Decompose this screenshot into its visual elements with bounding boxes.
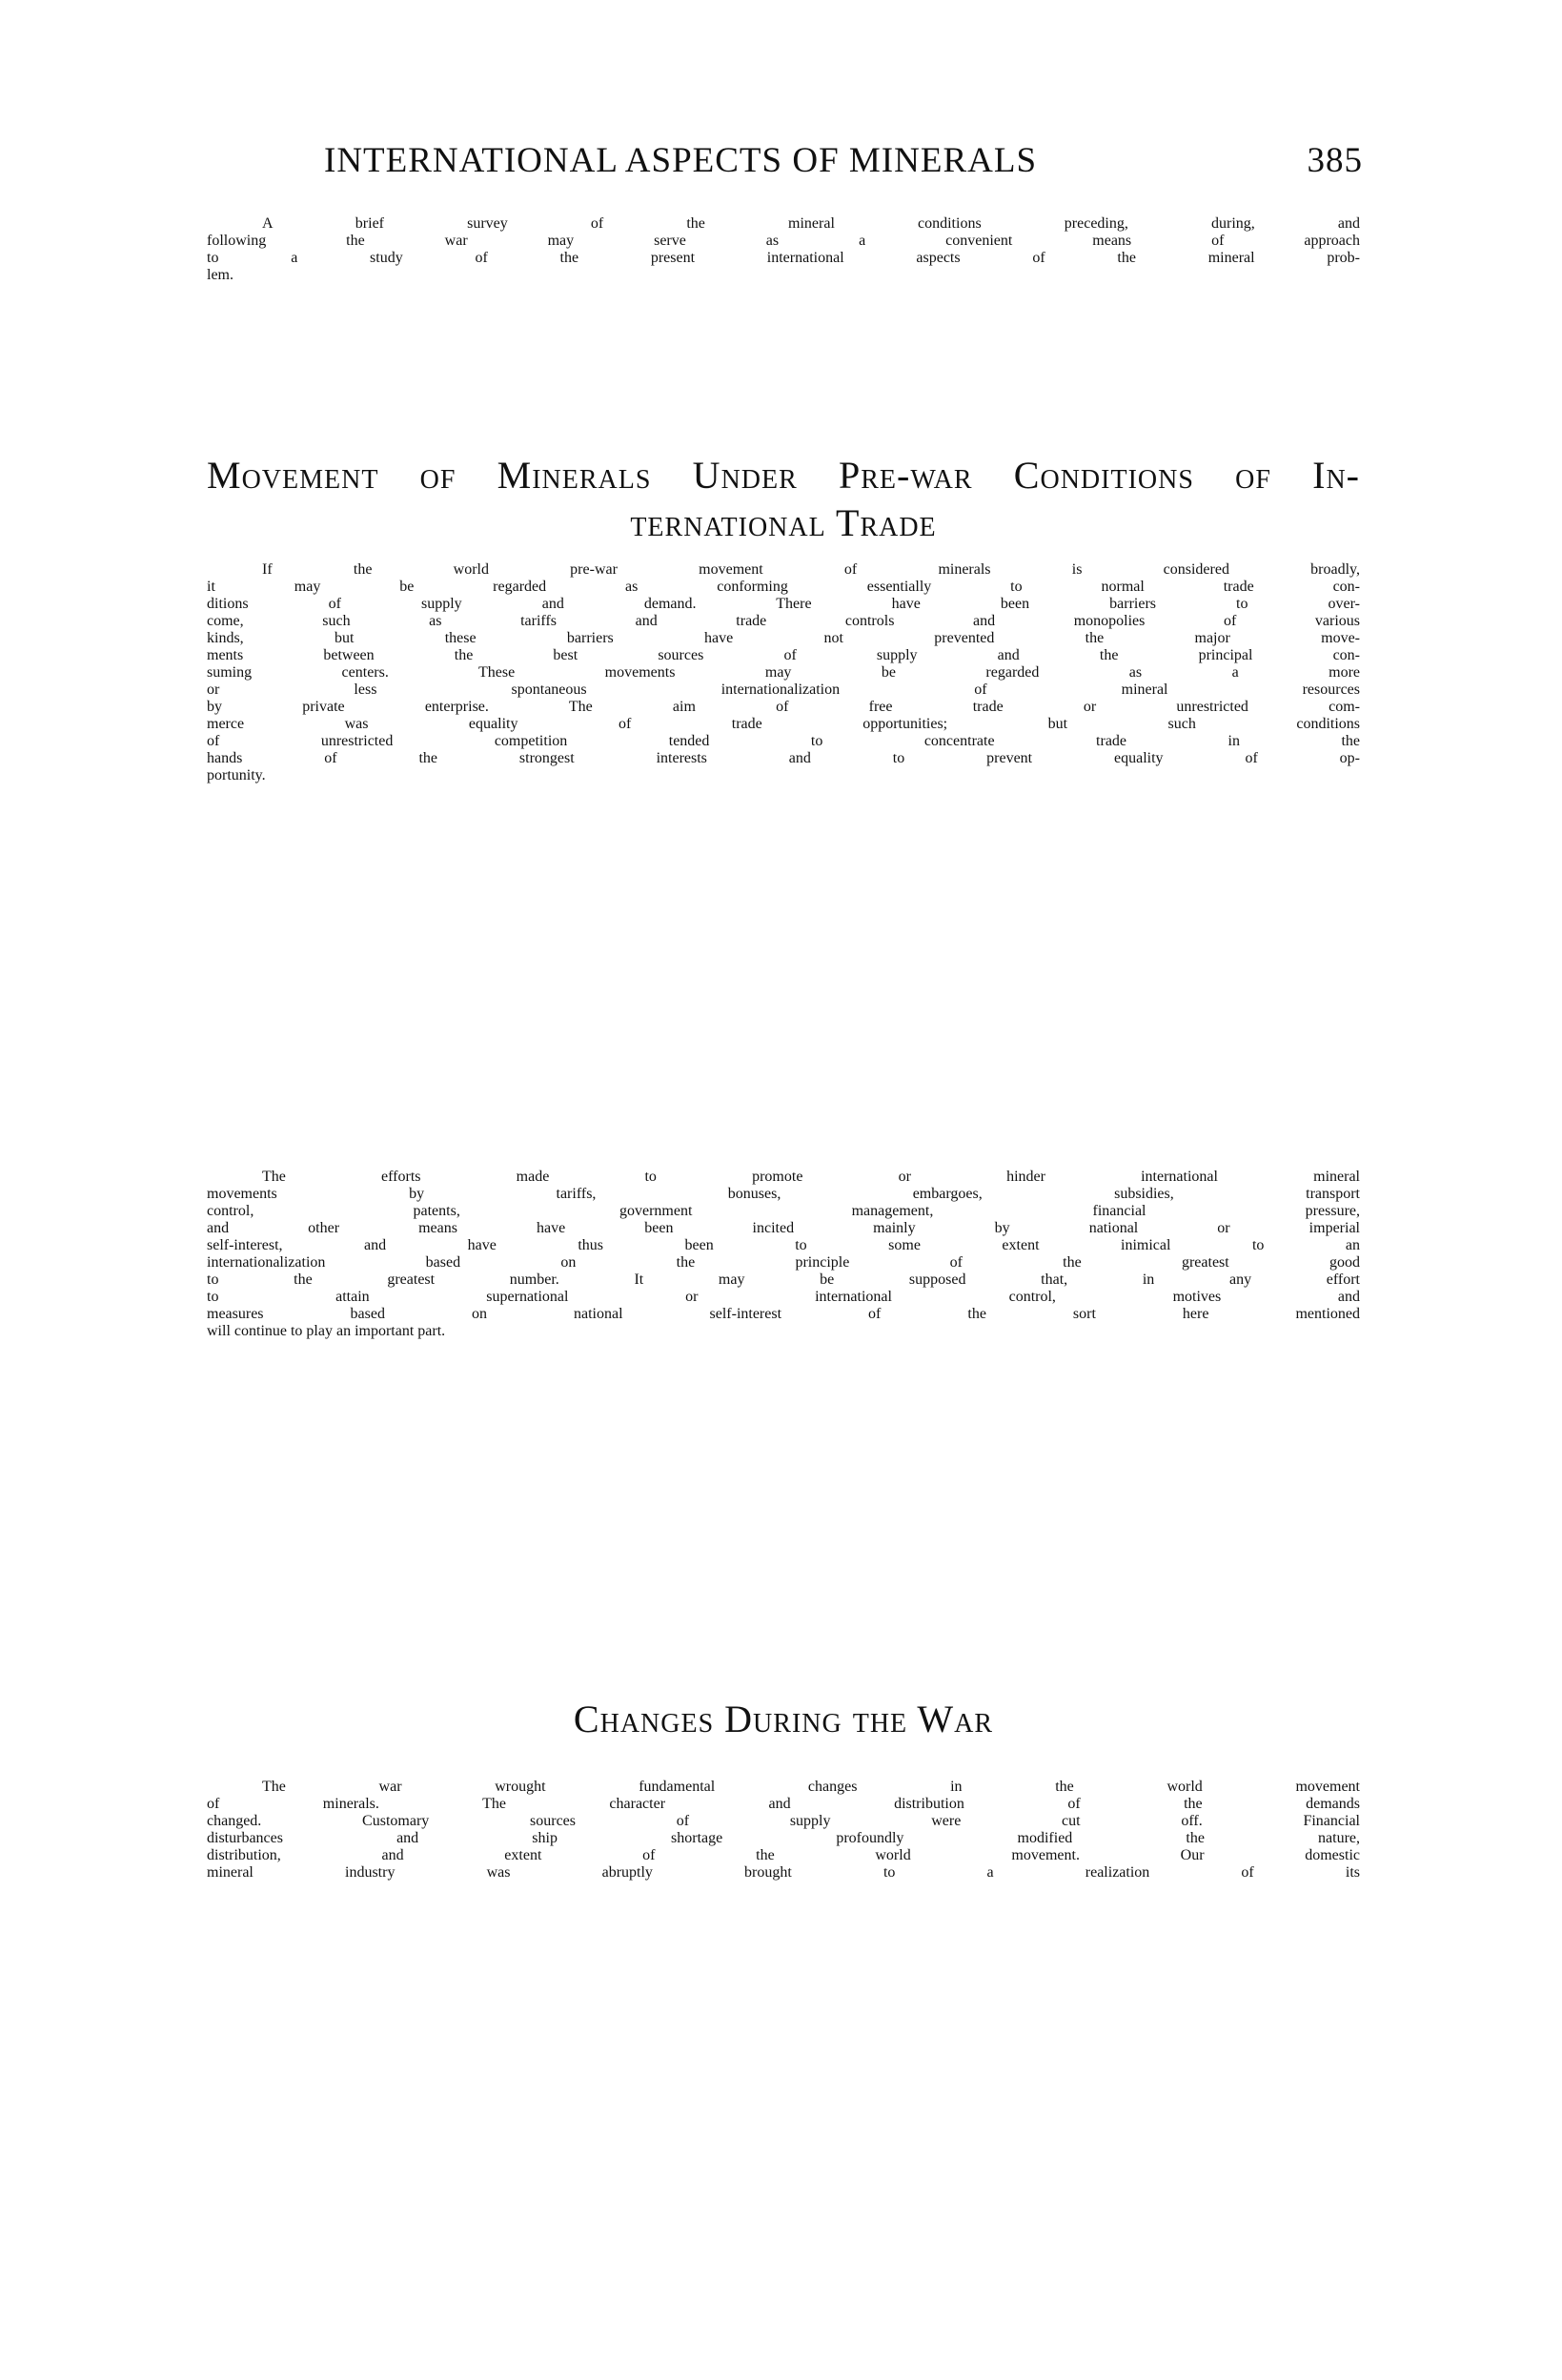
text-line: come, such as tariffs and trade controls and monopolies of various — [207, 613, 1360, 629]
text-line: changed. Customary sources of supply were cut off. Financial — [207, 1813, 1360, 1829]
running-head — [324, 139, 1363, 183]
text-line: control, patents, government management, financial pressure, — [207, 1203, 1360, 1219]
text-line: ments between the best sources of supply and the principal con- — [207, 647, 1360, 663]
section-heading-line: Movement of Minerals Under Pre-war Conditions of In- — [207, 454, 1360, 497]
text-line: movements by tariffs, bonuses, embargoes, subsidies, transport — [207, 1186, 1360, 1202]
text-line: following the war may serve as a convenient means of approach — [207, 233, 1360, 249]
text-line: merce was equality of trade opportunities; but such conditions — [207, 716, 1360, 732]
text-line: kinds, but these barriers have not prevented the major move- — [207, 630, 1360, 646]
text-line: to attain supernational or international control, motives and — [207, 1289, 1360, 1305]
text-line: The war wrought fundamental changes in the world movement — [262, 1779, 1360, 1795]
text-line: suming centers. These movements may be regarded as a more — [207, 664, 1360, 681]
text-line: disturbances and ship shortage profoundly modified the nature, — [207, 1830, 1360, 1846]
text-line: hands of the strongest interests and to prevent equality of op- — [207, 750, 1360, 766]
text-line: internationalization based on the principle of the greatest good — [207, 1254, 1360, 1271]
text-line: ditions of supply and demand. There have been barriers to over- — [207, 596, 1360, 612]
text-line: measures based on national self-interest of the sort here mentioned — [207, 1306, 1360, 1322]
section-heading-war — [207, 1696, 1360, 1743]
text-line: portunity. — [207, 767, 266, 783]
text-line: or less spontaneous internationalization of mineral resources — [207, 681, 1360, 698]
text-line: mineral industry was abruptly brought to a realization of its — [207, 1864, 1360, 1881]
running-head-title: INTERNATIONAL ASPECTS OF MINERALS — [324, 141, 1038, 180]
text-line: self-interest, and have thus been to some extent inimical to an — [207, 1237, 1360, 1253]
text-line: and other means have been incited mainly by national or imperial — [207, 1220, 1360, 1236]
text-line: will continue to play an important part. — [207, 1323, 446, 1339]
text-line: of unrestricted competition tended to concentrate trade in the — [207, 733, 1360, 749]
text-line: to the greatest number. It may be supposed that, in any effort — [207, 1271, 1360, 1288]
text-line: lem. — [207, 267, 233, 283]
text-line: A brief survey of the mineral conditions preceding, during, and — [262, 215, 1360, 232]
prewar-paragraph-2 — [207, 1169, 1360, 1340]
text-line: If the world pre-war movement of minerals is considered broadly, — [262, 561, 1360, 578]
page-number: 385 — [1307, 141, 1363, 180]
text-line: distribution, and extent of the world movement. Our domestic — [207, 1847, 1360, 1863]
text-line: of minerals. The character and distribution of the demands — [207, 1796, 1360, 1812]
intro-paragraph — [207, 215, 1360, 284]
war-paragraph-1 — [207, 1779, 1360, 1882]
text-line: to a study of the present international aspects of the mineral prob- — [207, 250, 1360, 266]
text-line: The efforts made to promote or hinder international mineral — [262, 1169, 1360, 1185]
text-line: by private enterprise. The aim of free trade or unrestricted com- — [207, 699, 1360, 715]
section-heading-line: Changes During the War — [573, 1698, 994, 1740]
section-heading-line: ternational Trade — [630, 501, 937, 544]
text-line: it may be regarded as conforming essentially to normal trade con- — [207, 579, 1360, 595]
section-heading-prewar — [207, 452, 1360, 547]
prewar-paragraph-1 — [207, 561, 1360, 784]
